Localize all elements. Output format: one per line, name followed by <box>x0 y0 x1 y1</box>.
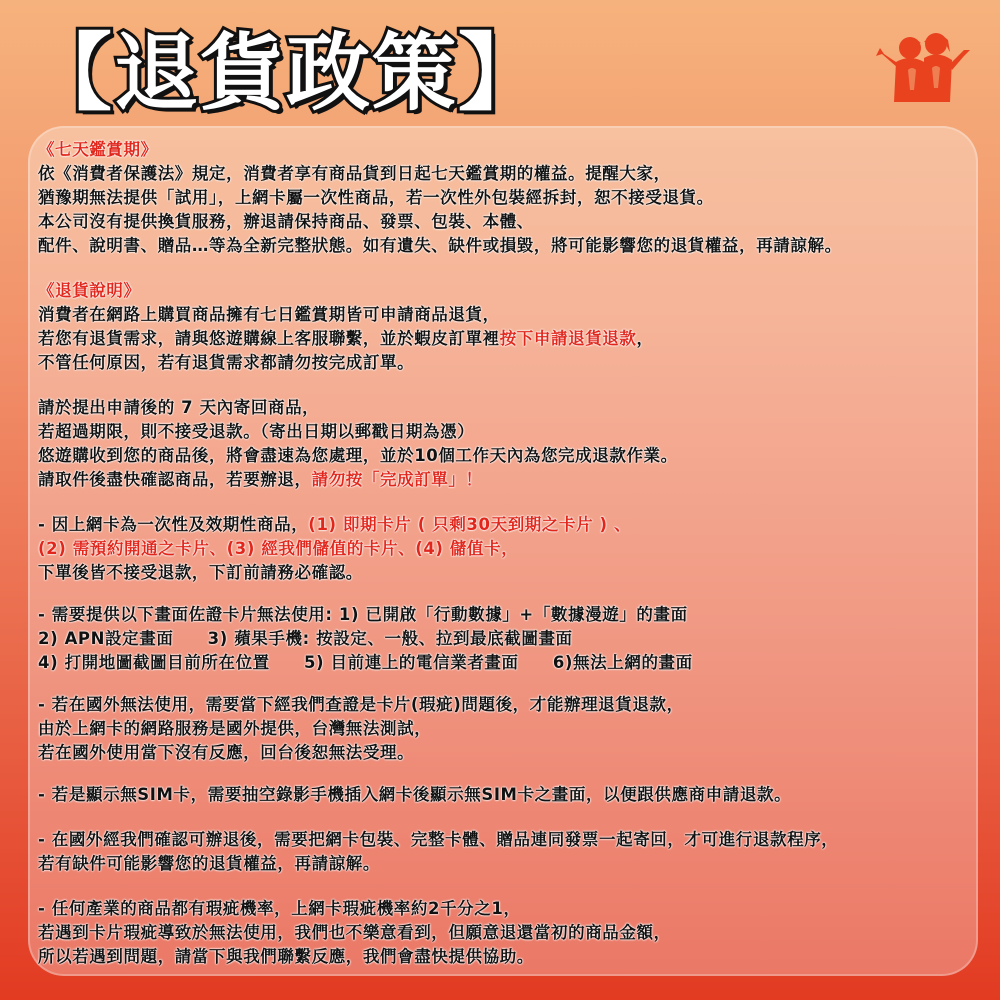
text-line: - 若在國外無法使用，需要當下經我們查證是卡片(瑕疵)問題後，才能辦理退貨退款， <box>38 695 684 714</box>
text-segment: - 因上網卡為一次性及效期性商品， <box>38 515 309 534</box>
highlight-card-types: (1) 即期卡片 ( 只剩30天到期之卡片 ) 、 <box>308 515 632 534</box>
text-line: 請於提出申請後的 7 天內寄回商品， <box>38 398 320 417</box>
text-line: - 任何產業的商品都有瑕疵機率，上網卡瑕疵機率約2千分之1， <box>38 899 521 918</box>
text-line: 若在國外使用當下沒有反應，回台後恕無法受理。 <box>38 743 415 762</box>
text-line: - 在國外經我們確認可辦退後，需要把網卡包裝、完整卡體、贈品連同發票一起寄回，才可進行退款程序， <box>38 830 839 849</box>
text-line: 若有缺件可能影響您的退貨權益，再請諒解。 <box>38 854 380 873</box>
text-line: 本公司沒有提供換貨服務，辦退請保持商品、發票、包裝、本體、 <box>38 212 534 231</box>
text-segment: 請取件後盡快確認商品，若要辦退， <box>38 470 312 489</box>
text-line: 由於上網卡的網路服務是國外提供，台灣無法測試， <box>38 719 432 738</box>
section-heading-return-instructions: 《退貨說明》 <box>38 281 141 300</box>
text-line: 猶豫期無法提供「試用」，上網卡屬一次性商品，若一次性外包裝經拆封，恕不接受退貨。 <box>38 188 714 207</box>
text-line: 4) 打開地圖截圖目前所在位置 5) 目前連上的電信業者畫面 6)無法上網的畫面 <box>38 653 693 672</box>
text-line: 依《消費者保護法》規定，消費者享有商品貨到日起七天鑑賞期的權益。提醒大家， <box>38 164 671 183</box>
text-segment: ， <box>636 329 654 348</box>
text-line: 消費者在網路上購買商品擁有七日鑑賞期皆可申請商品退貨， <box>38 305 500 324</box>
text-line: 悠遊購收到您的商品後，將會盡速為您處理，並於10個工作天內為您完成退款作業。 <box>38 446 678 465</box>
text-line: 所以若遇到問題，請當下與我們聯繫反應，我們會盡快提供協助。 <box>38 947 534 966</box>
text-line <box>38 513 978 537</box>
two-people-logo-icon <box>872 28 972 108</box>
text-line: - 若是顯示無SIM卡，需要抽空錄影手機插入網卡後顯示無SIM卡之畫面，以便跟供應商申請退款。 <box>38 785 792 804</box>
text-line: 若遇到卡片瑕疵導致於無法使用，我們也不樂意看到，但願意退還當初的商品金額， <box>38 923 671 942</box>
text-line <box>38 327 978 351</box>
text-line <box>38 468 978 492</box>
text-line: 若超過期限，則不接受退款。（寄出日期以郵戳日期為憑） <box>38 422 475 441</box>
text-line: 不管任何原因，若有退貨需求都請勿按完成訂單。 <box>38 353 415 372</box>
highlight-apply-refund: 按下申請退貨退款 <box>499 329 637 348</box>
text-line: 配件、說明書、贈品…等為全新完整狀態。如有遺失、缺件或損毀，將可能影響您的退貨權益，再請諒解。 <box>38 236 842 255</box>
highlight-do-not-complete: 請勿按「完成訂單」！ <box>311 470 483 489</box>
highlight-card-types-cont: (2) 需預約開通之卡片、(3) 經我們儲值的卡片、(4) 儲值卡， <box>38 539 519 558</box>
section-heading-appreciation-period: 《七天鑑賞期》 <box>38 140 158 159</box>
text-line: 下單後皆不接受退款，下訂前請務必確認。 <box>38 563 363 582</box>
text-line: 2) APN設定畫面 3) 蘋果手機: 按設定、一般、拉到最底截圖畫面 <box>38 629 573 648</box>
text-segment: 若您有退貨需求，請與悠遊購線上客服聯繫，並於蝦皮訂單裡 <box>38 329 500 348</box>
page-title: 【退貨政策】 <box>28 24 545 122</box>
policy-content <box>38 138 978 969</box>
text-line: - 需要提供以下畫面佐證卡片無法使用: 1) 已開啟「行動數據」+「數據漫遊」的畫面 <box>38 605 688 624</box>
